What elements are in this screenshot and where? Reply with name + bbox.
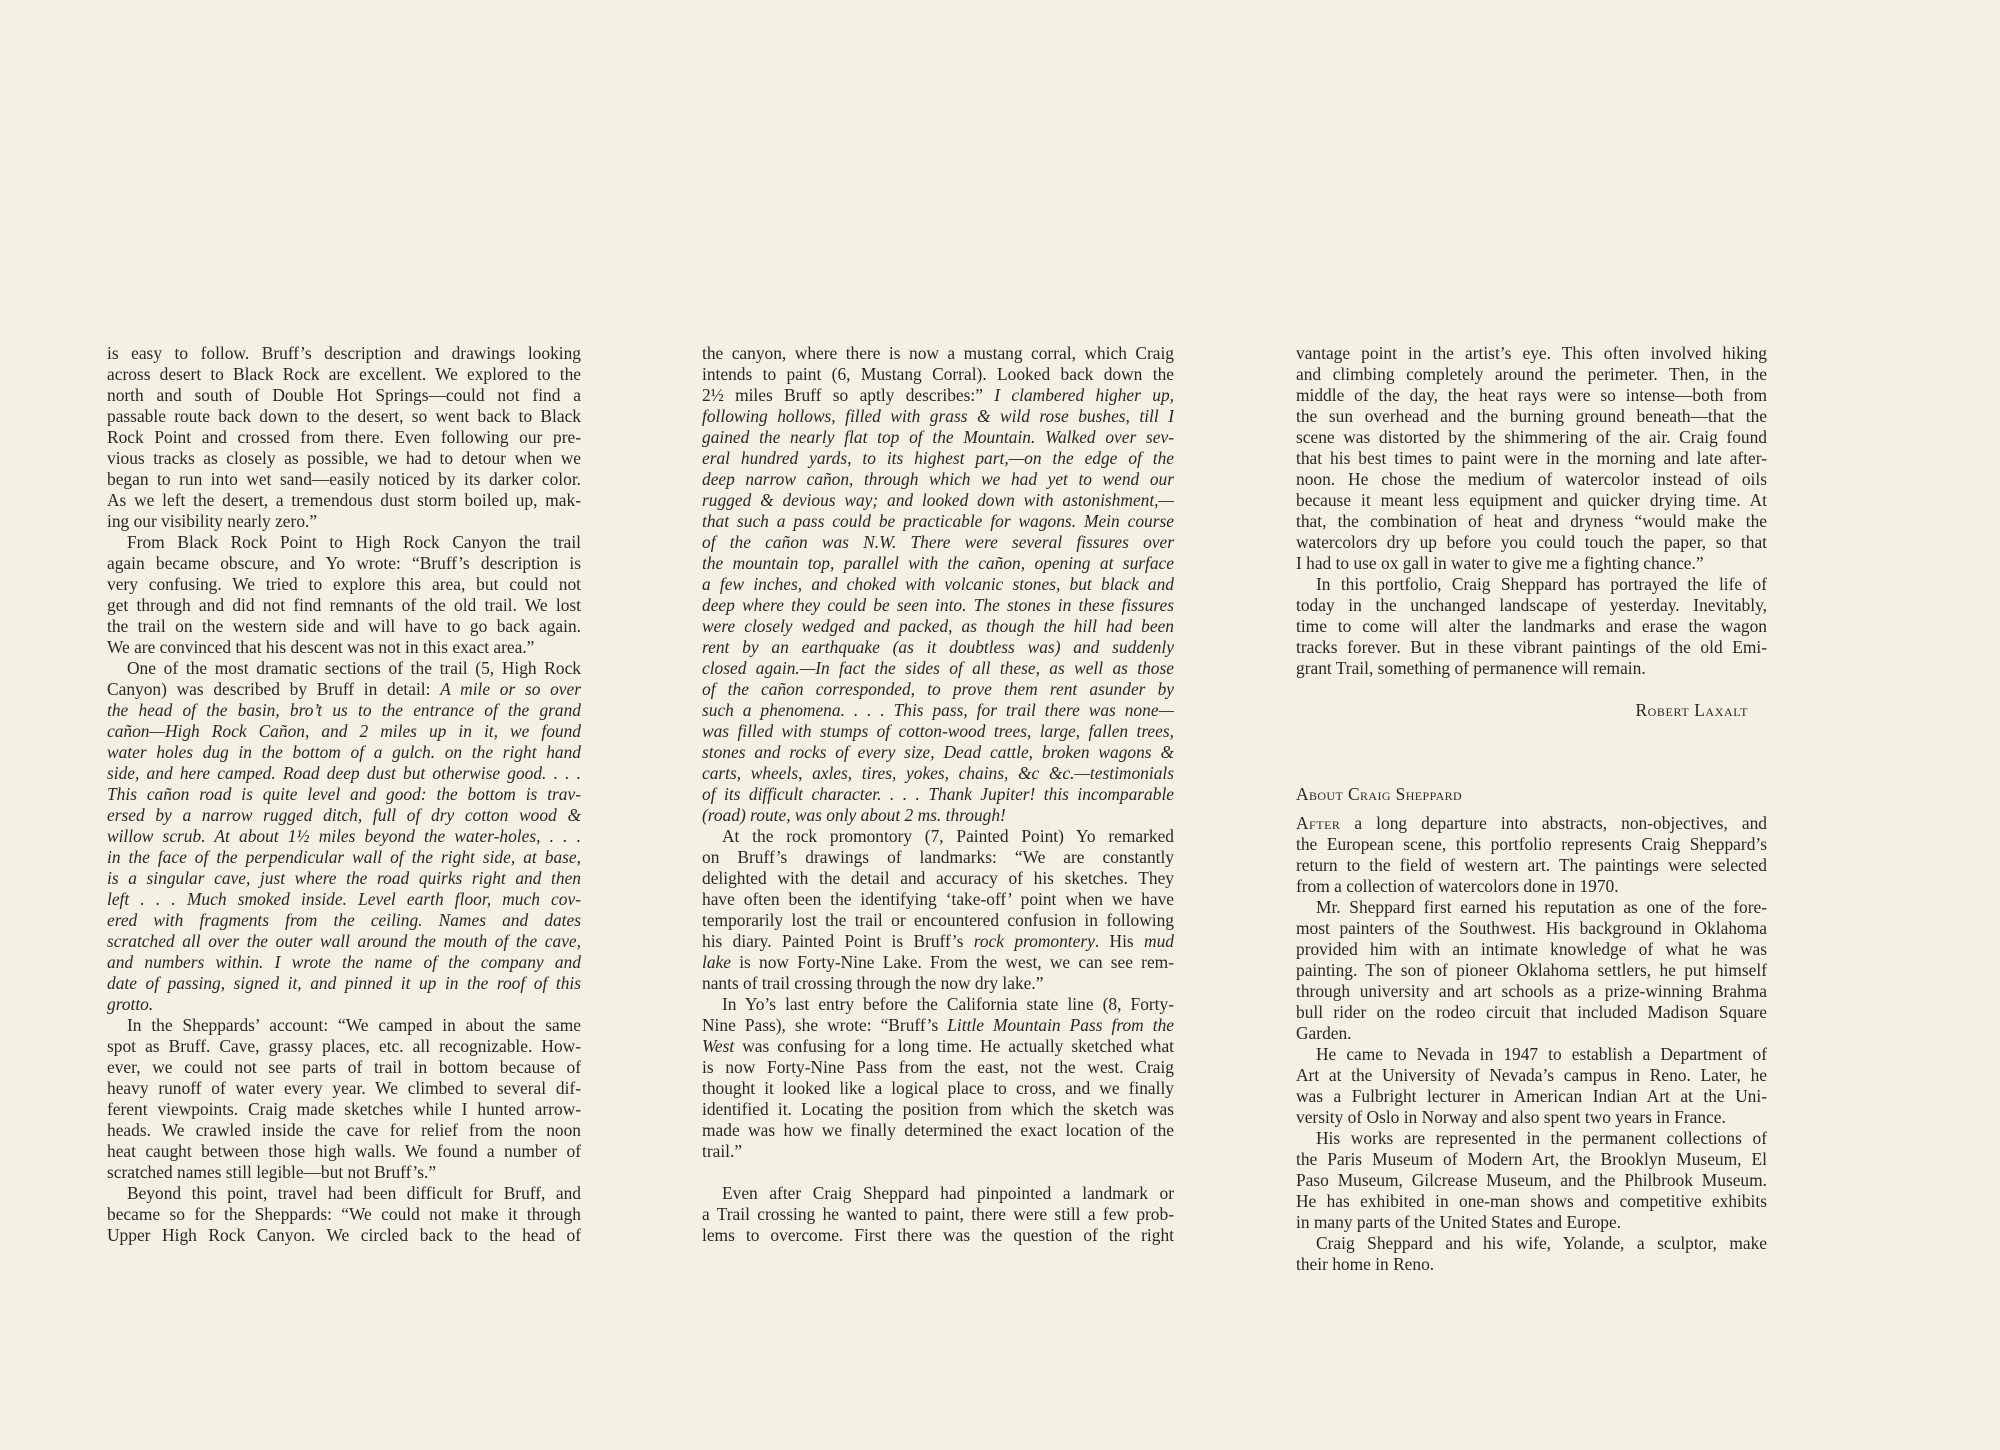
- text-line: [702, 721, 1174, 742]
- text: ever, we could not see parts of trail in bottom because of: [107, 1057, 581, 1077]
- text-line: [107, 1015, 581, 1036]
- text-line: [107, 973, 581, 994]
- text: lems to overcome. First there was the question of the right: [702, 1225, 1174, 1245]
- italic-quote: side, and here camped. Road deep dust but otherwise good. . . .: [107, 763, 581, 783]
- text: From Black Rock Point to High Rock Canyon the trail: [127, 532, 581, 552]
- text: have often been the identifying ‘take-off’ point when we have: [702, 889, 1174, 909]
- italic-quote: is a singular cave, just where the road quirks right and then: [107, 868, 581, 888]
- text-line: [702, 1141, 1174, 1162]
- italic-quote: were closely wedged and packed, as though the hill had been: [702, 616, 1174, 636]
- text-line: [702, 1057, 1174, 1078]
- italic-quote: willow scrub. At about 1½ miles beyond the water-holes, . . .: [107, 826, 581, 846]
- text: his diary. Painted Point is Bruff’s: [702, 931, 974, 951]
- text-line: [107, 763, 581, 784]
- text-line: [702, 805, 1174, 826]
- text: grant Trail, something of permanence will remain.: [1296, 658, 1646, 678]
- text: I had to use ox gall in water to give me a fighting chance.”: [1296, 553, 1704, 573]
- text-line: [702, 679, 1174, 700]
- text-line: [107, 1141, 581, 1162]
- italic-quote: rent by an earthquake (as it doubtless was) and suddenly: [702, 637, 1174, 657]
- text-line: [107, 574, 581, 595]
- text-line: [702, 1183, 1174, 1204]
- italic-quote: ersed by a narrow rugged ditch, full of dry cotton wood &: [107, 805, 581, 825]
- text-line: [1296, 1044, 1767, 1065]
- text: temporarily lost the trail or encountered confusion in following: [702, 910, 1174, 930]
- text: the trail on the western side and will have to go back again.: [107, 616, 581, 636]
- text-line: [107, 553, 581, 574]
- text-line: [107, 490, 581, 511]
- right-column: [1296, 343, 1767, 1275]
- text-line: [702, 490, 1174, 511]
- text-line: [107, 532, 581, 553]
- text-line: [107, 469, 581, 490]
- text-line: [702, 448, 1174, 469]
- text-line: [107, 1204, 581, 1225]
- text-line: [1296, 658, 1767, 679]
- text-line: [1296, 1065, 1767, 1086]
- text: Rock Point and crossed from there. Even following our pre-: [107, 427, 581, 447]
- text: nants of trail crossing through the now dry lake.”: [702, 973, 1044, 993]
- italic-quote: A mile or so over: [440, 679, 581, 699]
- text: heads. We crawled inside the cave for relief from the noon: [107, 1120, 581, 1140]
- text-line: [702, 910, 1174, 931]
- text-line: [107, 448, 581, 469]
- left-column: [107, 343, 581, 1246]
- text-line: [1296, 448, 1767, 469]
- small-caps-lead: After: [1296, 813, 1341, 833]
- italic-quote: deep narrow cañon, through which we had yet to wend our: [702, 469, 1174, 489]
- text-line: [107, 1057, 581, 1078]
- text: north and south of Double Hot Springs—could not find a: [107, 385, 581, 405]
- spacer: [1296, 742, 1767, 763]
- text-line: [1296, 1023, 1767, 1044]
- italic-quote: I clambered higher up,: [994, 385, 1174, 405]
- text-line: [702, 1225, 1174, 1246]
- italic-quote: rugged & devious way; and looked down with astonishment,—: [702, 490, 1174, 510]
- text-line: [702, 847, 1174, 868]
- text-line: [702, 532, 1174, 553]
- text-line: [1296, 1233, 1767, 1254]
- italic-quote: that such a pass could be practicable for wagons. Mein course: [702, 511, 1174, 531]
- text: is now Forty-Nine Pass from the east, not the west. Craig: [702, 1057, 1174, 1077]
- text-line: [702, 931, 1174, 952]
- text: is easy to follow. Bruff’s description and drawings looking: [107, 343, 581, 363]
- text-line: [1296, 981, 1767, 1002]
- italic-quote: deep where they could be seen into. The stones in these fissures: [702, 595, 1174, 615]
- text: bull rider on the rodeo circuit that included Madison Square: [1296, 1002, 1767, 1022]
- essay-conclusion: [1296, 343, 1767, 679]
- text-line: [1296, 1128, 1767, 1149]
- italic-quote: West: [702, 1036, 735, 1056]
- spacer: [1296, 721, 1767, 742]
- text: ferent viewpoints. Craig made sketches while I hunted arrow-: [107, 1099, 581, 1119]
- text-line: [107, 784, 581, 805]
- text: trail.”: [702, 1141, 743, 1161]
- text: Garden.: [1296, 1023, 1352, 1043]
- italic-quote: was filled with stumps of cotton-wood trees, large, fallen trees,: [702, 721, 1174, 741]
- text-line: [1296, 553, 1767, 574]
- text: across desert to Black Rock are excellent. We explored to the: [107, 364, 581, 384]
- text-line: [1296, 1170, 1767, 1191]
- text-line: [702, 1204, 1174, 1225]
- text-line: [107, 805, 581, 826]
- text: He came to Nevada in 1947 to establish a Department of: [1316, 1044, 1767, 1064]
- italic-quote: water holes dug in the bottom of a gulch. on the right hand: [107, 742, 581, 762]
- text-line: [702, 1120, 1174, 1141]
- text: His works are represented in the permanent collections of: [1316, 1128, 1767, 1148]
- text: In the Sheppards’ account: “We camped in about the same: [127, 1015, 581, 1035]
- italic-quote: scratched all over the outer wall around the mouth of the cave,: [107, 931, 581, 951]
- author-signature: Robert Laxalt: [1635, 700, 1748, 720]
- text-line: [1296, 960, 1767, 981]
- text-line: [107, 511, 581, 532]
- italic-quote: closed again.—In fact the sides of all these, as well as those: [702, 658, 1174, 678]
- text: noon. He chose the medium of watercolor instead of oils: [1296, 469, 1767, 489]
- text: spot as Bruff. Cave, grassy places, etc. all recognizable. How-: [107, 1036, 581, 1056]
- text-line: [1296, 532, 1767, 553]
- text: intends to paint (6, Mustang Corral). Looked back down the: [702, 364, 1174, 384]
- text: from a collection of watercolors done in 1970.: [1296, 876, 1619, 896]
- text-line: [107, 1120, 581, 1141]
- text: One of the most dramatic sections of the trail (5, High Rock: [127, 658, 581, 678]
- text-line: [107, 595, 581, 616]
- italic-quote: a few inches, and choked with volcanic stones, but black and: [702, 574, 1174, 594]
- text-line: [107, 1162, 581, 1183]
- text-line: [107, 952, 581, 973]
- text: their home in Reno.: [1296, 1254, 1435, 1274]
- text: and climbing completely around the perimeter. Then, in the: [1296, 364, 1767, 384]
- text-line: [702, 385, 1174, 406]
- text-line: [107, 658, 581, 679]
- text-line: [107, 385, 581, 406]
- text: Even after Craig Sheppard had pinpointed a landmark or: [722, 1183, 1174, 1203]
- text: the sun overhead and the burning ground beneath—that the: [1296, 406, 1767, 426]
- text-line: [107, 637, 581, 658]
- spacer: [1296, 763, 1767, 784]
- text: In Yo’s last entry before the California state line (8, Forty-: [722, 994, 1174, 1014]
- text: a long departure into abstracts, non-objectives, and: [1340, 813, 1767, 833]
- text: get through and did not find remnants of the old trail. We lost: [107, 595, 581, 615]
- text-line: [1296, 595, 1767, 616]
- text: is now Forty-Nine Lake. From the west, we can see rem-: [730, 952, 1174, 972]
- text-line: [107, 364, 581, 385]
- text-line: [107, 1225, 581, 1246]
- italic-quote: (road) route, was only about 2 ms. through!: [702, 805, 1006, 825]
- text: vious tracks as closely as possible, we had to detour when we: [107, 448, 581, 468]
- text-line: [1296, 1086, 1767, 1107]
- text-line: [107, 889, 581, 910]
- text: scene was distorted by the shimmering of the air. Craig found: [1296, 427, 1767, 447]
- italic-quote: lake: [702, 952, 731, 972]
- text: Mr. Sheppard first earned his reputation as one of the fore-: [1316, 897, 1767, 917]
- text: In this portfolio, Craig Sheppard has portrayed the life of: [1316, 574, 1767, 594]
- text-line: [1296, 918, 1767, 939]
- text-line: [107, 616, 581, 637]
- italic-quote: ered with fragments from the ceiling. Names and dates: [107, 910, 581, 930]
- italic-quote: left . . . Much smoked inside. Level earth floor, much cov-: [107, 889, 581, 909]
- italic-quote: grotto.: [107, 994, 154, 1014]
- text-line: [1296, 1191, 1767, 1212]
- text: the Paris Museum of Modern Art, the Brooklyn Museum, El: [1296, 1149, 1767, 1169]
- italic-quote: the head of the basin, bro’t us to the entrance of the grand: [107, 700, 581, 720]
- text-line: [1296, 855, 1767, 876]
- text: in many parts of the United States and Europe.: [1296, 1212, 1622, 1232]
- text-line: [702, 784, 1174, 805]
- text-line: [702, 427, 1174, 448]
- text: return to the field of western art. The paintings were selected: [1296, 855, 1767, 875]
- text: Craig Sheppard and his wife, Yolande, a sculptor, make: [1316, 1233, 1767, 1253]
- italic-quote: the mountain top, parallel with the cañon, opening at surface: [702, 553, 1174, 573]
- text-line: [107, 406, 581, 427]
- text-line: [702, 406, 1174, 427]
- text: thought it looked like a logical place to cross, and we finally: [702, 1078, 1174, 1098]
- text-line: [702, 364, 1174, 385]
- text: versity of Oslo in Norway and also spent two years in France.: [1296, 1107, 1726, 1127]
- italic-quote: of the cañon corresponded, to prove them rent asunder by: [702, 679, 1174, 699]
- text-line: [1296, 1254, 1767, 1275]
- text-line: [1296, 834, 1767, 855]
- text: that his best times to paint were in the morning and late after-: [1296, 448, 1767, 468]
- text-line: [1296, 1149, 1767, 1170]
- text-line: [1296, 1212, 1767, 1233]
- italic-quote: gained the nearly flat top of the Mountain. Walked over sev-: [702, 427, 1174, 447]
- text: made was how we finally determined the exact location of the: [702, 1120, 1174, 1140]
- text-line: [702, 994, 1174, 1015]
- text-line: [702, 553, 1174, 574]
- italic-quote: mud: [1144, 931, 1174, 951]
- text: on Bruff’s drawings of landmarks: “We are constantly: [702, 847, 1174, 867]
- text-line: [1296, 876, 1767, 897]
- about-heading: About Craig Sheppard: [1296, 784, 1463, 804]
- text-line: [702, 511, 1174, 532]
- text: heavy runoff of water every year. We climbed to several dif-: [107, 1078, 581, 1098]
- text-line: [1296, 343, 1767, 364]
- spacer: [1296, 805, 1767, 813]
- text-line: [702, 658, 1174, 679]
- italic-quote: date of passing, signed it, and pinned it up in the roof of this: [107, 973, 581, 993]
- text-line: [1296, 511, 1767, 532]
- text-line: [1296, 385, 1767, 406]
- text: Canyon) was described by Bruff in detail:: [107, 679, 441, 699]
- text-line: [1296, 364, 1767, 385]
- text: Upper High Rock Canyon. We circled back to the head of: [107, 1225, 581, 1245]
- text: because it meant less equipment and quicker drying time. At: [1296, 490, 1767, 510]
- text-line: [702, 595, 1174, 616]
- text: the canyon, where there is now a mustang corral, which Craig: [702, 343, 1174, 363]
- text: through university and art schools as a prize-winning Brahma: [1296, 981, 1767, 1001]
- text-line: [702, 700, 1174, 721]
- text: tracks forever. But in these vibrant paintings of the old Emi-: [1296, 637, 1767, 657]
- text-line: [702, 952, 1174, 973]
- text-line: [107, 1183, 581, 1204]
- italic-quote: carts, wheels, axles, tires, yokes, chains, &c &c.—testimonials: [702, 763, 1174, 783]
- italic-quote: cañon—High Rock Cañon, and 2 miles up in it, we found: [107, 721, 581, 741]
- text-line: [107, 742, 581, 763]
- text: that, the combination of heat and dryness “would make the: [1296, 511, 1767, 531]
- text: Paso Museum, Gilcrease Museum, and the Philbrook Museum.: [1296, 1170, 1767, 1190]
- text: vantage point in the artist’s eye. This often involved hiking: [1296, 343, 1767, 363]
- text-line: [702, 616, 1174, 637]
- text-line: [107, 931, 581, 952]
- italic-quote: rock promontery: [973, 931, 1095, 951]
- text-line: [107, 994, 581, 1015]
- text-line: [702, 1099, 1174, 1120]
- text: today in the unchanged landscape of yesterday. Inevitably,: [1296, 595, 1767, 615]
- text: Art at the University of Nevada’s campus in Reno. Later, he: [1296, 1065, 1767, 1085]
- text-line: [702, 742, 1174, 763]
- text: identified it. Locating the position from which the sketch was: [702, 1099, 1174, 1119]
- text: painting. The son of pioneer Oklahoma settlers, he put himself: [1296, 960, 1767, 980]
- text-line: [107, 1036, 581, 1057]
- text: passable route back down to the desert, so went back to Black: [107, 406, 581, 426]
- text-line: [1296, 637, 1767, 658]
- text-line: [107, 679, 581, 700]
- text-line: [702, 343, 1174, 364]
- text-line: [107, 721, 581, 742]
- text-line: [702, 469, 1174, 490]
- text-line: [107, 1099, 581, 1120]
- paragraph-gap: [702, 1162, 1174, 1183]
- text-line: [107, 847, 581, 868]
- italic-quote: in the face of the perpendicular wall of the right side, at base,: [107, 847, 581, 867]
- text-line: [1296, 490, 1767, 511]
- italic-quote: following hollows, filled with grass & wild rose bushes, till I: [702, 406, 1174, 426]
- text: time to come will alter the landmarks and erase the wagon: [1296, 616, 1767, 636]
- text-line: [1296, 1002, 1767, 1023]
- text: most painters of the Southwest. His background in Oklahoma: [1296, 918, 1767, 938]
- text: . His: [1094, 931, 1145, 951]
- text: watercolors dry up before you could touch the paper, so that: [1296, 532, 1767, 552]
- text-line: [1296, 427, 1767, 448]
- text: He has exhibited in one-man shows and competitive exhibits: [1296, 1191, 1767, 1211]
- italic-quote: This cañon road is quite level and good: the bottom is trav-: [107, 784, 581, 804]
- text-line: [702, 637, 1174, 658]
- text-line: [1296, 939, 1767, 960]
- text: Nine Pass), she wrote: “Bruff’s: [702, 1015, 948, 1035]
- spacer: [1296, 679, 1767, 700]
- text: very confusing. We tried to explore this area, but could not: [107, 574, 581, 594]
- text-line: [702, 574, 1174, 595]
- text-line: [1296, 1107, 1767, 1128]
- text: ing our visibility nearly zero.”: [107, 511, 318, 531]
- text-line: [1296, 469, 1767, 490]
- text: middle of the day, the heat rays were so intense—both from: [1296, 385, 1767, 405]
- text: a Trail crossing he wanted to paint, there were still a few prob-: [702, 1204, 1174, 1224]
- text: again became obscure, and Yo wrote: “Bruff’s description is: [107, 553, 581, 573]
- text: the European scene, this portfolio represents Craig Sheppard’s: [1296, 834, 1767, 854]
- text-line: [107, 343, 581, 364]
- text-line: [1296, 616, 1767, 637]
- italic-quote: such a phenomena. . . . This pass, for trail there was none—: [702, 700, 1174, 720]
- italic-quote: and numbers within. I wrote the name of the company and: [107, 952, 581, 972]
- text-line: [107, 868, 581, 889]
- text: began to run into wet sand—easily noticed by its darker color.: [107, 469, 581, 489]
- text-line: [702, 889, 1174, 910]
- text-line: [107, 910, 581, 931]
- italic-quote: of the cañon was N.W. There were several fissures over: [702, 532, 1174, 552]
- text-line: [702, 826, 1174, 847]
- italic-quote: eral hundred yards, to its highest part,—on the edge of the: [702, 448, 1174, 468]
- about-section: [1296, 813, 1767, 1275]
- text: scratched names still legible—but not Bruff’s.”: [107, 1162, 437, 1182]
- text-line: [1296, 406, 1767, 427]
- text: provided him with an intimate knowledge of what he was: [1296, 939, 1767, 959]
- text-line: [702, 1015, 1174, 1036]
- text: delighted with the detail and accuracy of his sketches. They: [702, 868, 1174, 888]
- text-line: [1296, 813, 1767, 834]
- middle-column: [702, 343, 1174, 1246]
- text-line: [702, 763, 1174, 784]
- text-line: [702, 1078, 1174, 1099]
- text: Beyond this point, travel had been difficult for Bruff, and: [127, 1183, 581, 1203]
- italic-quote: stones and rocks of every size, Dead cattle, broken wagons &: [702, 742, 1174, 762]
- text: 2½ miles Bruff so aptly describes:”: [702, 385, 995, 405]
- text-line: [702, 973, 1174, 994]
- text-line: [1296, 897, 1767, 918]
- text-line: [702, 868, 1174, 889]
- text-line: [702, 1036, 1174, 1057]
- text: became so for the Sheppards: “We could not make it through: [107, 1204, 581, 1224]
- text-line: [107, 826, 581, 847]
- text-line: [107, 427, 581, 448]
- text: As we left the desert, a tremendous dust storm boiled up, mak-: [107, 490, 581, 510]
- text: We are convinced that his descent was not in this exact area.”: [107, 637, 535, 657]
- text-line: [107, 1078, 581, 1099]
- italic-quote: Little Mountain Pass from the: [947, 1015, 1174, 1035]
- text: At the rock promontory (7, Painted Point) Yo remarked: [722, 826, 1174, 846]
- text-line: [107, 700, 581, 721]
- italic-quote: of its difficult character. . . . Thank Jupiter! this incomparable: [702, 784, 1174, 804]
- text: was a Fulbright lecturer in American Indian Art at the Uni-: [1296, 1086, 1767, 1106]
- text: was confusing for a long time. He actually sketched what: [734, 1036, 1174, 1056]
- text-line: [1296, 574, 1767, 595]
- text: heat caught between those high walls. We found a number of: [107, 1141, 581, 1161]
